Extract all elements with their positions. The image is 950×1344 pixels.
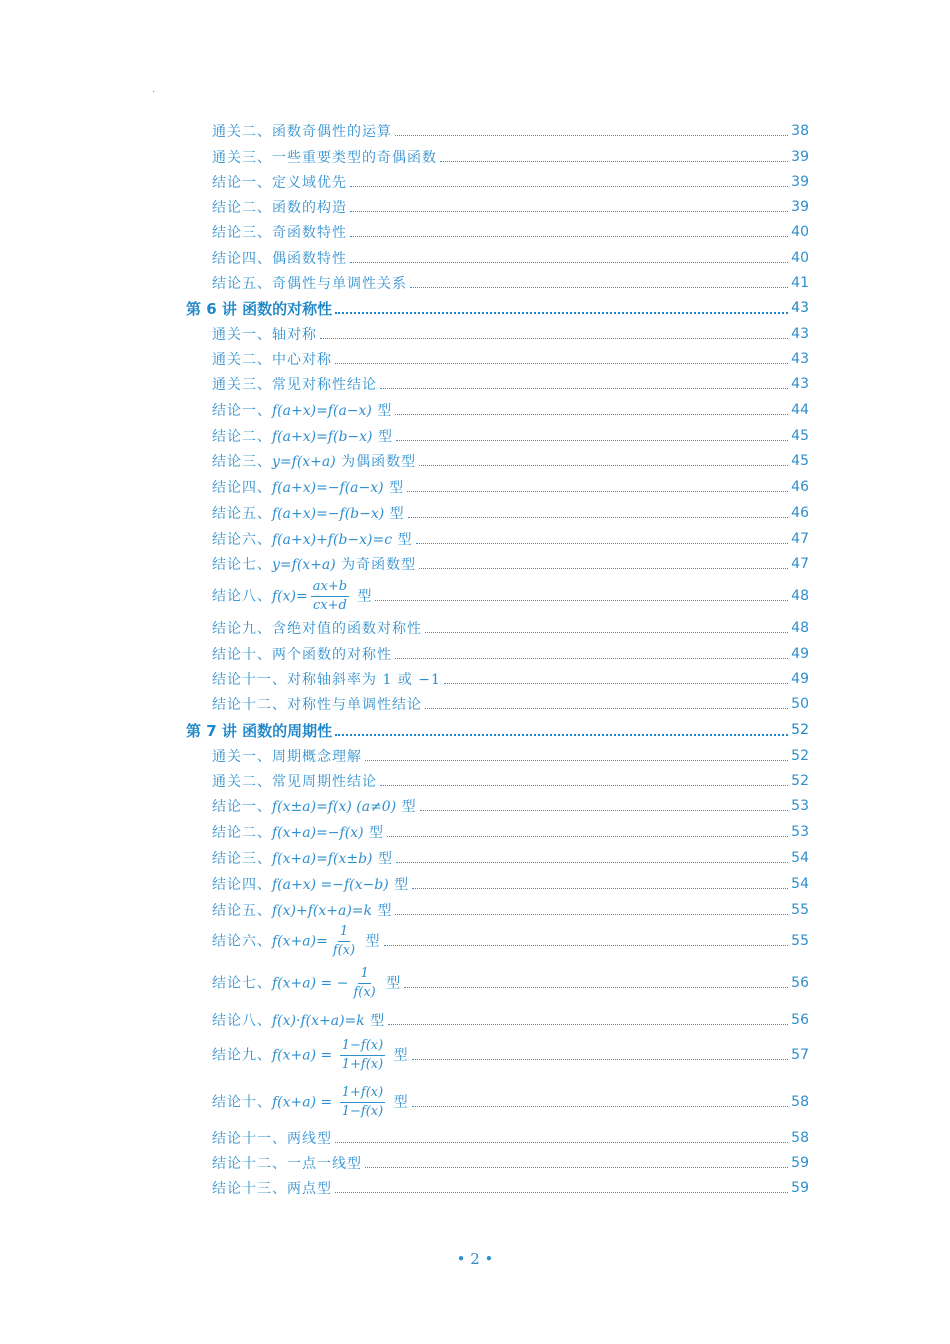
toc-entry-label (212, 248, 347, 268)
toc-entry-formula: f(a+x)=−f(a−x) (272, 480, 384, 496)
toc-entry-title: 通关二、中心对称 (212, 352, 332, 368)
toc-entry-title: 结论十二、对称性与单调性结论 (212, 697, 422, 713)
toc-entry-title: 结论三、 (212, 454, 272, 470)
toc-entry-label (212, 324, 317, 344)
toc-page-number: 54 (791, 850, 809, 866)
toc-entry-label (212, 694, 422, 714)
toc-entry-suffix: 型 (380, 975, 402, 991)
toc-entry-title: 第 6 讲 函数的对称性 (186, 299, 333, 318)
dot-leader (410, 286, 788, 288)
dot-leader (412, 1105, 789, 1107)
toc-entry-row[interactable] (212, 615, 809, 641)
toc-entry-title: 结论五、 (212, 506, 272, 522)
toc-entry-title: 结论二、 (212, 825, 272, 841)
toc-entry-title: 结论十二、一点一线型 (212, 1156, 362, 1172)
toc-page-number: 56 (791, 975, 809, 991)
dot-leader (425, 707, 788, 709)
toc-entry-row[interactable] (212, 819, 809, 845)
dot-leader (387, 835, 788, 837)
toc-entry-title: 第 7 讲 函数的周期性 (186, 721, 333, 740)
toc-entry-row[interactable] (212, 219, 809, 245)
toc-entry-row[interactable] (212, 1037, 809, 1072)
dot-leader (408, 516, 788, 518)
toc-page-number: 50 (791, 696, 809, 712)
toc-page-number: 53 (791, 798, 809, 814)
toc-entry-title: 结论三、 (212, 851, 272, 867)
toc-entry-row[interactable] (212, 526, 809, 552)
toc-page-number: 40 (791, 224, 809, 240)
toc-entry-row[interactable] (212, 641, 809, 667)
dot-leader (350, 185, 788, 187)
fraction-denominator: f(x) (332, 942, 356, 958)
toc-entry-label (212, 451, 416, 471)
toc-entry-row[interactable] (212, 194, 809, 220)
fraction-numerator: 1 (358, 965, 370, 984)
toc-entry-row[interactable] (212, 474, 809, 500)
toc-entry-label (212, 796, 417, 816)
toc-entry-formula: f(x±a)=f(x) (a≠0) (272, 799, 397, 815)
dot-leader (350, 261, 788, 263)
toc-entry-label (212, 426, 393, 446)
toc-entry-formula: f(x+a) = (272, 1094, 337, 1110)
toc-entry-title: 结论二、 (212, 429, 272, 445)
toc-entry-fraction (331, 923, 357, 960)
fraction-denominator: 1+f(x) (341, 1056, 384, 1072)
toc-entry-label (212, 618, 422, 638)
dot-leader (444, 682, 788, 684)
toc-entry-label (212, 746, 362, 766)
toc-entry-title: 结论十三、两点型 (212, 1181, 332, 1197)
toc-entry-row[interactable] (212, 144, 809, 170)
toc-entry-label (186, 298, 332, 319)
dot-leader (404, 986, 788, 988)
dot-leader (375, 599, 788, 601)
toc-entry-label (212, 900, 392, 920)
toc-page-number: 57 (791, 1047, 809, 1063)
toc-entry-formula: f(x)·f(x+a)=k (272, 1013, 365, 1029)
toc-entry-title: 结论七、 (212, 557, 272, 573)
toc-entry-formula: f(a+x)+f(b−x)=c (272, 532, 393, 548)
toc-entry-suffix: 型 (396, 799, 417, 815)
toc-entry-formula: f(a+x)=f(a−x) (272, 403, 372, 419)
toc-entry-title: 结论五、 (212, 903, 272, 919)
toc-entry-row[interactable] (212, 1084, 809, 1119)
toc-entry-label (212, 529, 413, 549)
dot-leader (396, 861, 788, 863)
toc-entry-label (212, 222, 347, 242)
toc-entry-label (212, 477, 404, 497)
dot-leader (419, 464, 788, 466)
toc-entry-title: 结论四、偶函数特性 (212, 251, 347, 267)
toc-entry-fraction (311, 578, 349, 615)
toc-entry-row[interactable] (212, 897, 809, 923)
dot-leader (412, 887, 788, 889)
toc-entry-formula: f(x)+f(x+a)=k (272, 903, 373, 919)
toc-entry-label (212, 822, 384, 842)
fraction-numerator: 1−f(x) (340, 1037, 385, 1056)
dot-leader (365, 759, 788, 761)
toc-entry-title: 通关二、常见周期性结论 (212, 774, 377, 790)
toc-entry-row[interactable] (212, 1175, 809, 1201)
toc-page-number: 38 (791, 123, 809, 139)
toc-page-number: 40 (791, 250, 809, 266)
toc-entry-row[interactable] (212, 1007, 809, 1033)
toc-entry-title: 结论六、 (212, 933, 272, 949)
toc-entry-suffix: 型 (363, 825, 384, 841)
toc-entry-suffix: 型 (383, 480, 405, 496)
dot-leader (395, 913, 788, 915)
toc-entry-title: 结论十一、对称轴斜率为 1 或 −1 (212, 672, 441, 688)
fraction-denominator: cx+d (312, 597, 347, 613)
fraction-numerator: ax+b (311, 578, 349, 597)
toc-page-number: 43 (791, 300, 809, 316)
toc-page-number: 52 (791, 773, 809, 789)
toc-page-number: 59 (791, 1155, 809, 1171)
toc-entry-label (212, 400, 392, 420)
toc-page-number: 46 (791, 479, 809, 495)
dot-leader (380, 387, 788, 389)
toc-entry-title: 结论八、 (212, 1013, 272, 1029)
toc-page-number: 55 (791, 933, 809, 949)
dot-leader (350, 235, 788, 237)
dot-leader (416, 542, 789, 544)
toc-entry-label (212, 1084, 409, 1121)
toc-page-number: 53 (791, 824, 809, 840)
toc-entry-row[interactable] (212, 245, 809, 271)
toc-entry-label (212, 1037, 409, 1074)
dot-leader (350, 210, 788, 212)
toc-entry-label (212, 644, 392, 664)
toc-entry-title: 结论一、 (212, 403, 272, 419)
toc-page-number: 41 (791, 275, 809, 291)
toc-entry-formula: f(x)= (272, 588, 308, 604)
toc-entry-title: 结论一、定义域优先 (212, 175, 347, 191)
toc-page-number: 52 (791, 748, 809, 764)
toc-entry-row[interactable] (212, 169, 809, 195)
dot-leader (420, 809, 789, 811)
toc-entry-formula: f(a+x) =−f(x−b) (272, 877, 389, 893)
dot-leader (396, 439, 788, 441)
toc-entry-label (186, 720, 332, 741)
toc-page-number: 59 (791, 1180, 809, 1196)
toc-page-number: 39 (791, 174, 809, 190)
toc-entry-row[interactable] (212, 743, 809, 769)
toc-page-number: 55 (791, 902, 809, 918)
toc-page-number: 58 (791, 1130, 809, 1146)
toc-entry-row[interactable] (212, 965, 809, 1000)
toc-entry-suffix: 型 (364, 1013, 386, 1029)
toc-entry-row[interactable] (212, 346, 809, 372)
toc-entry-label (212, 147, 437, 167)
toc-page-number: 46 (791, 505, 809, 521)
toc-entry-suffix: 型 (388, 1047, 409, 1063)
toc-entry-row[interactable] (212, 118, 809, 144)
toc-page-number: 56 (791, 1012, 809, 1028)
page-number: • 2 • (456, 1250, 494, 1268)
toc-entry-row[interactable] (212, 923, 809, 958)
toc-entry-title: 结论十一、两线型 (212, 1131, 332, 1147)
fraction-numerator: 1 (338, 923, 350, 942)
dot-leader (419, 567, 788, 569)
corner-mark: . (152, 84, 156, 95)
toc-entry-row[interactable] (212, 551, 809, 577)
toc-entry-row[interactable] (212, 578, 809, 613)
toc-entry-row[interactable] (212, 666, 809, 692)
fraction-denominator: f(x) (353, 984, 376, 1000)
toc-entry-suffix: 为偶函数型 (335, 454, 417, 470)
toc-entry-row[interactable] (212, 871, 809, 897)
toc-entry-title: 结论三、奇函数特性 (212, 225, 347, 241)
dot-leader (407, 490, 788, 492)
toc-entry-label (212, 374, 377, 394)
toc-entry-title: 通关一、周期概念理解 (212, 749, 362, 765)
toc-entry-label (212, 923, 381, 960)
toc-page-number: 43 (791, 376, 809, 392)
toc-entry-label (212, 503, 405, 523)
toc-entry-label (212, 554, 416, 574)
toc-entry-suffix: 型 (360, 933, 381, 949)
dot-leader (384, 944, 789, 946)
toc-entry-title: 结论六、 (212, 532, 272, 548)
dot-leader (335, 1141, 788, 1143)
toc-page-number: 48 (791, 620, 809, 636)
toc-entry-title: 结论十、 (212, 1094, 272, 1110)
toc-page-number: 49 (791, 671, 809, 687)
toc-entry-title: 结论七、 (212, 975, 272, 991)
toc-page-number: 39 (791, 199, 809, 215)
toc-entry-title: 结论一、 (212, 799, 272, 815)
toc-entry-title: 结论二、函数的构造 (212, 200, 347, 216)
toc-entry-label (212, 578, 372, 615)
toc-entry-suffix: 型 (384, 506, 405, 522)
toc-entry-label (212, 669, 441, 689)
toc-entry-suffix: 型 (388, 1094, 409, 1110)
dot-leader (412, 1058, 789, 1060)
toc-page-number: 45 (791, 453, 809, 469)
fraction-numerator: 1+f(x) (340, 1084, 385, 1103)
toc-entry-suffix: 型 (372, 851, 393, 867)
toc-entry-formula: f(x+a) = (272, 1047, 337, 1063)
toc-chapter-row[interactable] (186, 295, 809, 321)
toc-entry-title: 结论五、奇偶性与单调性关系 (212, 276, 407, 292)
toc-page-number: 54 (791, 876, 809, 892)
toc-entry-label (212, 965, 401, 1002)
toc-page-number: 43 (791, 351, 809, 367)
dot-leader (380, 784, 788, 786)
toc-entry-formula: f(x+a)=f(x±b) (272, 851, 373, 867)
toc-entry-row[interactable] (212, 371, 809, 397)
dot-leader (440, 160, 788, 162)
toc-page-number: 52 (791, 722, 809, 738)
toc-page-number: 47 (791, 531, 809, 547)
toc-entry-formula: f(x+a)= (272, 933, 328, 949)
toc-entry-title: 结论十、两个函数的对称性 (212, 647, 392, 663)
toc-entry-row[interactable] (212, 500, 809, 526)
toc-entry-label (212, 121, 392, 141)
toc-entry-suffix: 型 (388, 877, 410, 893)
toc-entry-title: 通关三、常见对称性结论 (212, 377, 377, 393)
toc-entry-title: 通关二、函数奇偶性的运算 (212, 124, 392, 140)
toc-entry-row[interactable] (212, 691, 809, 717)
toc-entry-label (212, 197, 347, 217)
toc-entry-formula: f(x+a) = − (272, 975, 349, 991)
toc-page-number: 39 (791, 149, 809, 165)
toc-entry-suffix: 型 (372, 903, 393, 919)
toc-entry-row[interactable] (212, 397, 809, 423)
toc-page-number: 49 (791, 646, 809, 662)
toc-entry-title: 结论九、含绝对值的函数对称性 (212, 621, 422, 637)
toc-entry-formula: f(a+x)=f(b−x) (272, 429, 373, 445)
toc-entry-formula: y=f(x+a) (272, 454, 336, 470)
toc-entry-label (212, 172, 347, 192)
toc-entry-row[interactable] (212, 270, 809, 296)
toc-entry-row[interactable] (212, 1150, 809, 1176)
toc-page-number: 43 (791, 326, 809, 342)
toc-entry-row[interactable] (212, 793, 809, 819)
toc-entry-formula: f(a+x)=−f(b−x) (272, 506, 385, 522)
fraction-denominator: 1−f(x) (341, 1103, 384, 1119)
toc-page-number: 45 (791, 428, 809, 444)
toc-entry-suffix: 型 (352, 588, 373, 604)
toc-entry-suffix: 型 (392, 532, 413, 548)
toc-entry-label (212, 771, 377, 791)
dot-leader (335, 1191, 788, 1193)
dot-leader (388, 1023, 788, 1025)
toc-chapter-row[interactable] (186, 717, 809, 743)
toc-page-number: 44 (791, 402, 809, 418)
dot-leader (335, 311, 788, 314)
toc-entry-row[interactable] (212, 448, 809, 474)
toc-entry-label (212, 848, 393, 868)
toc-entry-title: 通关三、一些重要类型的奇偶函数 (212, 150, 437, 166)
toc-entry-label (212, 1128, 332, 1148)
toc-entry-label (212, 874, 409, 894)
toc-entry-suffix: 为奇函数型 (335, 557, 417, 573)
toc-entry-fraction (351, 965, 377, 1002)
toc-entry-title: 通关一、轴对称 (212, 327, 317, 343)
toc-page-number: 58 (791, 1094, 809, 1110)
toc-entry-row[interactable] (212, 1125, 809, 1151)
dot-leader (365, 1166, 788, 1168)
dot-leader (320, 337, 788, 339)
toc-entry-row[interactable] (212, 845, 809, 871)
toc-entry-label (212, 349, 332, 369)
toc-entry-formula: f(x+a)=−f(x) (272, 825, 364, 841)
toc-entry-fraction (340, 1037, 385, 1074)
toc-entry-title: 结论八、 (212, 588, 272, 604)
toc-entry-suffix: 型 (372, 429, 393, 445)
toc-entry-title: 结论四、 (212, 480, 272, 496)
dot-leader (395, 413, 788, 415)
toc-entry-row[interactable] (212, 768, 809, 794)
toc-page-number: 48 (791, 588, 809, 604)
toc-entry-row[interactable] (212, 321, 809, 347)
toc-entry-label (212, 1153, 362, 1173)
toc-entry-label (212, 273, 407, 293)
dot-leader (395, 657, 788, 659)
toc-entry-fraction (340, 1084, 385, 1121)
toc-entry-label (212, 1010, 385, 1030)
toc-entry-formula: y=f(x+a) (272, 557, 336, 573)
toc-entry-title: 结论四、 (212, 877, 272, 893)
toc-entry-suffix: 型 (371, 403, 393, 419)
dot-leader (335, 362, 788, 364)
toc-entry-title: 结论九、 (212, 1047, 272, 1063)
dot-leader (335, 733, 788, 736)
dot-leader (425, 631, 788, 633)
toc-entry-row[interactable] (212, 423, 809, 449)
toc-entry-label (212, 1178, 332, 1198)
toc-page-number: 47 (791, 556, 809, 572)
dot-leader (395, 134, 788, 136)
